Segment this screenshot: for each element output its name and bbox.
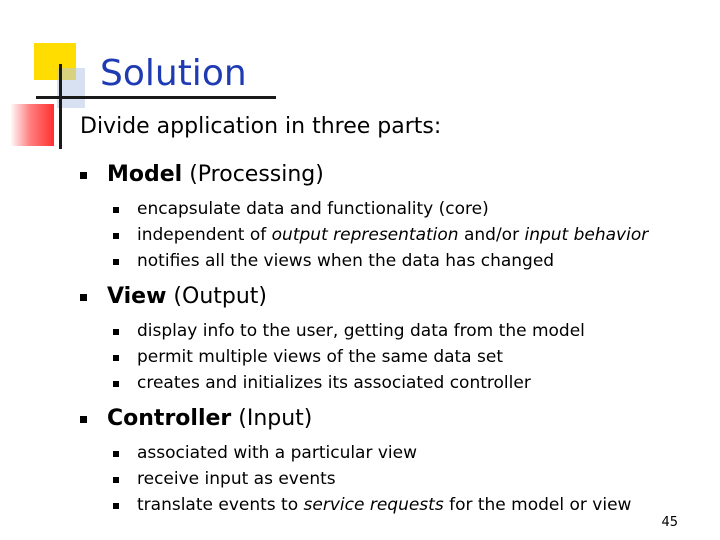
list-item [80,402,700,436]
square-bullet-icon [80,172,87,179]
item-text: and/or [458,225,525,245]
square-bullet-icon [113,329,119,335]
square-bullet-icon [113,451,119,457]
page-number: 45 [661,515,678,530]
section-view [80,280,700,402]
decor-red-gradient-square [10,104,54,146]
square-bullet-icon [113,233,119,239]
section-qualifier: (Input) [231,406,313,431]
list-item [80,492,700,518]
section-name: Model [107,162,183,187]
item-emphasis: output representation [271,225,459,245]
section-qualifier: (Processing) [182,162,324,187]
list-item [80,318,700,344]
item-text: display info to the user, getting data from the model [137,321,585,341]
decor-horizontal-line [36,96,276,99]
item-text: for the model or view [443,495,632,515]
list-item [80,370,700,396]
section-name: View [107,284,167,309]
square-bullet-icon [113,477,119,483]
item-text: translate events to [137,495,304,515]
item-emphasis: service requests [303,495,444,515]
item-text: creates and initializes its associated controller [137,373,531,393]
square-bullet-icon [113,259,119,265]
bullet-list [80,158,700,524]
square-bullet-icon [80,416,87,423]
item-text: notifies all the views when the data has changed [137,251,555,271]
square-bullet-icon [113,381,119,387]
intro-text: Divide application in three parts: [80,114,442,139]
list-item [80,248,700,274]
list-item [80,466,700,492]
section-model [80,158,700,280]
item-text: encapsulate data and functionality (core) [137,199,489,219]
section-controller [80,402,700,524]
square-bullet-icon [113,503,119,509]
list-item [80,196,700,222]
list-item [80,344,700,370]
item-text: permit multiple views of the same data set [137,347,503,367]
item-emphasis: input behavior [524,225,649,245]
list-item [80,440,700,466]
list-item [80,222,700,248]
list-item [80,158,700,192]
item-text: receive input as events [137,469,336,489]
slide-title: Solution [100,53,247,94]
section-name: Controller [107,406,232,431]
item-text: independent of [137,225,272,245]
section-qualifier: (Output) [166,284,268,309]
decor-vertical-line [59,64,62,149]
square-bullet-icon [80,294,87,301]
square-bullet-icon [113,355,119,361]
square-bullet-icon [113,207,119,213]
list-item [80,280,700,314]
item-text: associated with a particular view [137,443,418,463]
